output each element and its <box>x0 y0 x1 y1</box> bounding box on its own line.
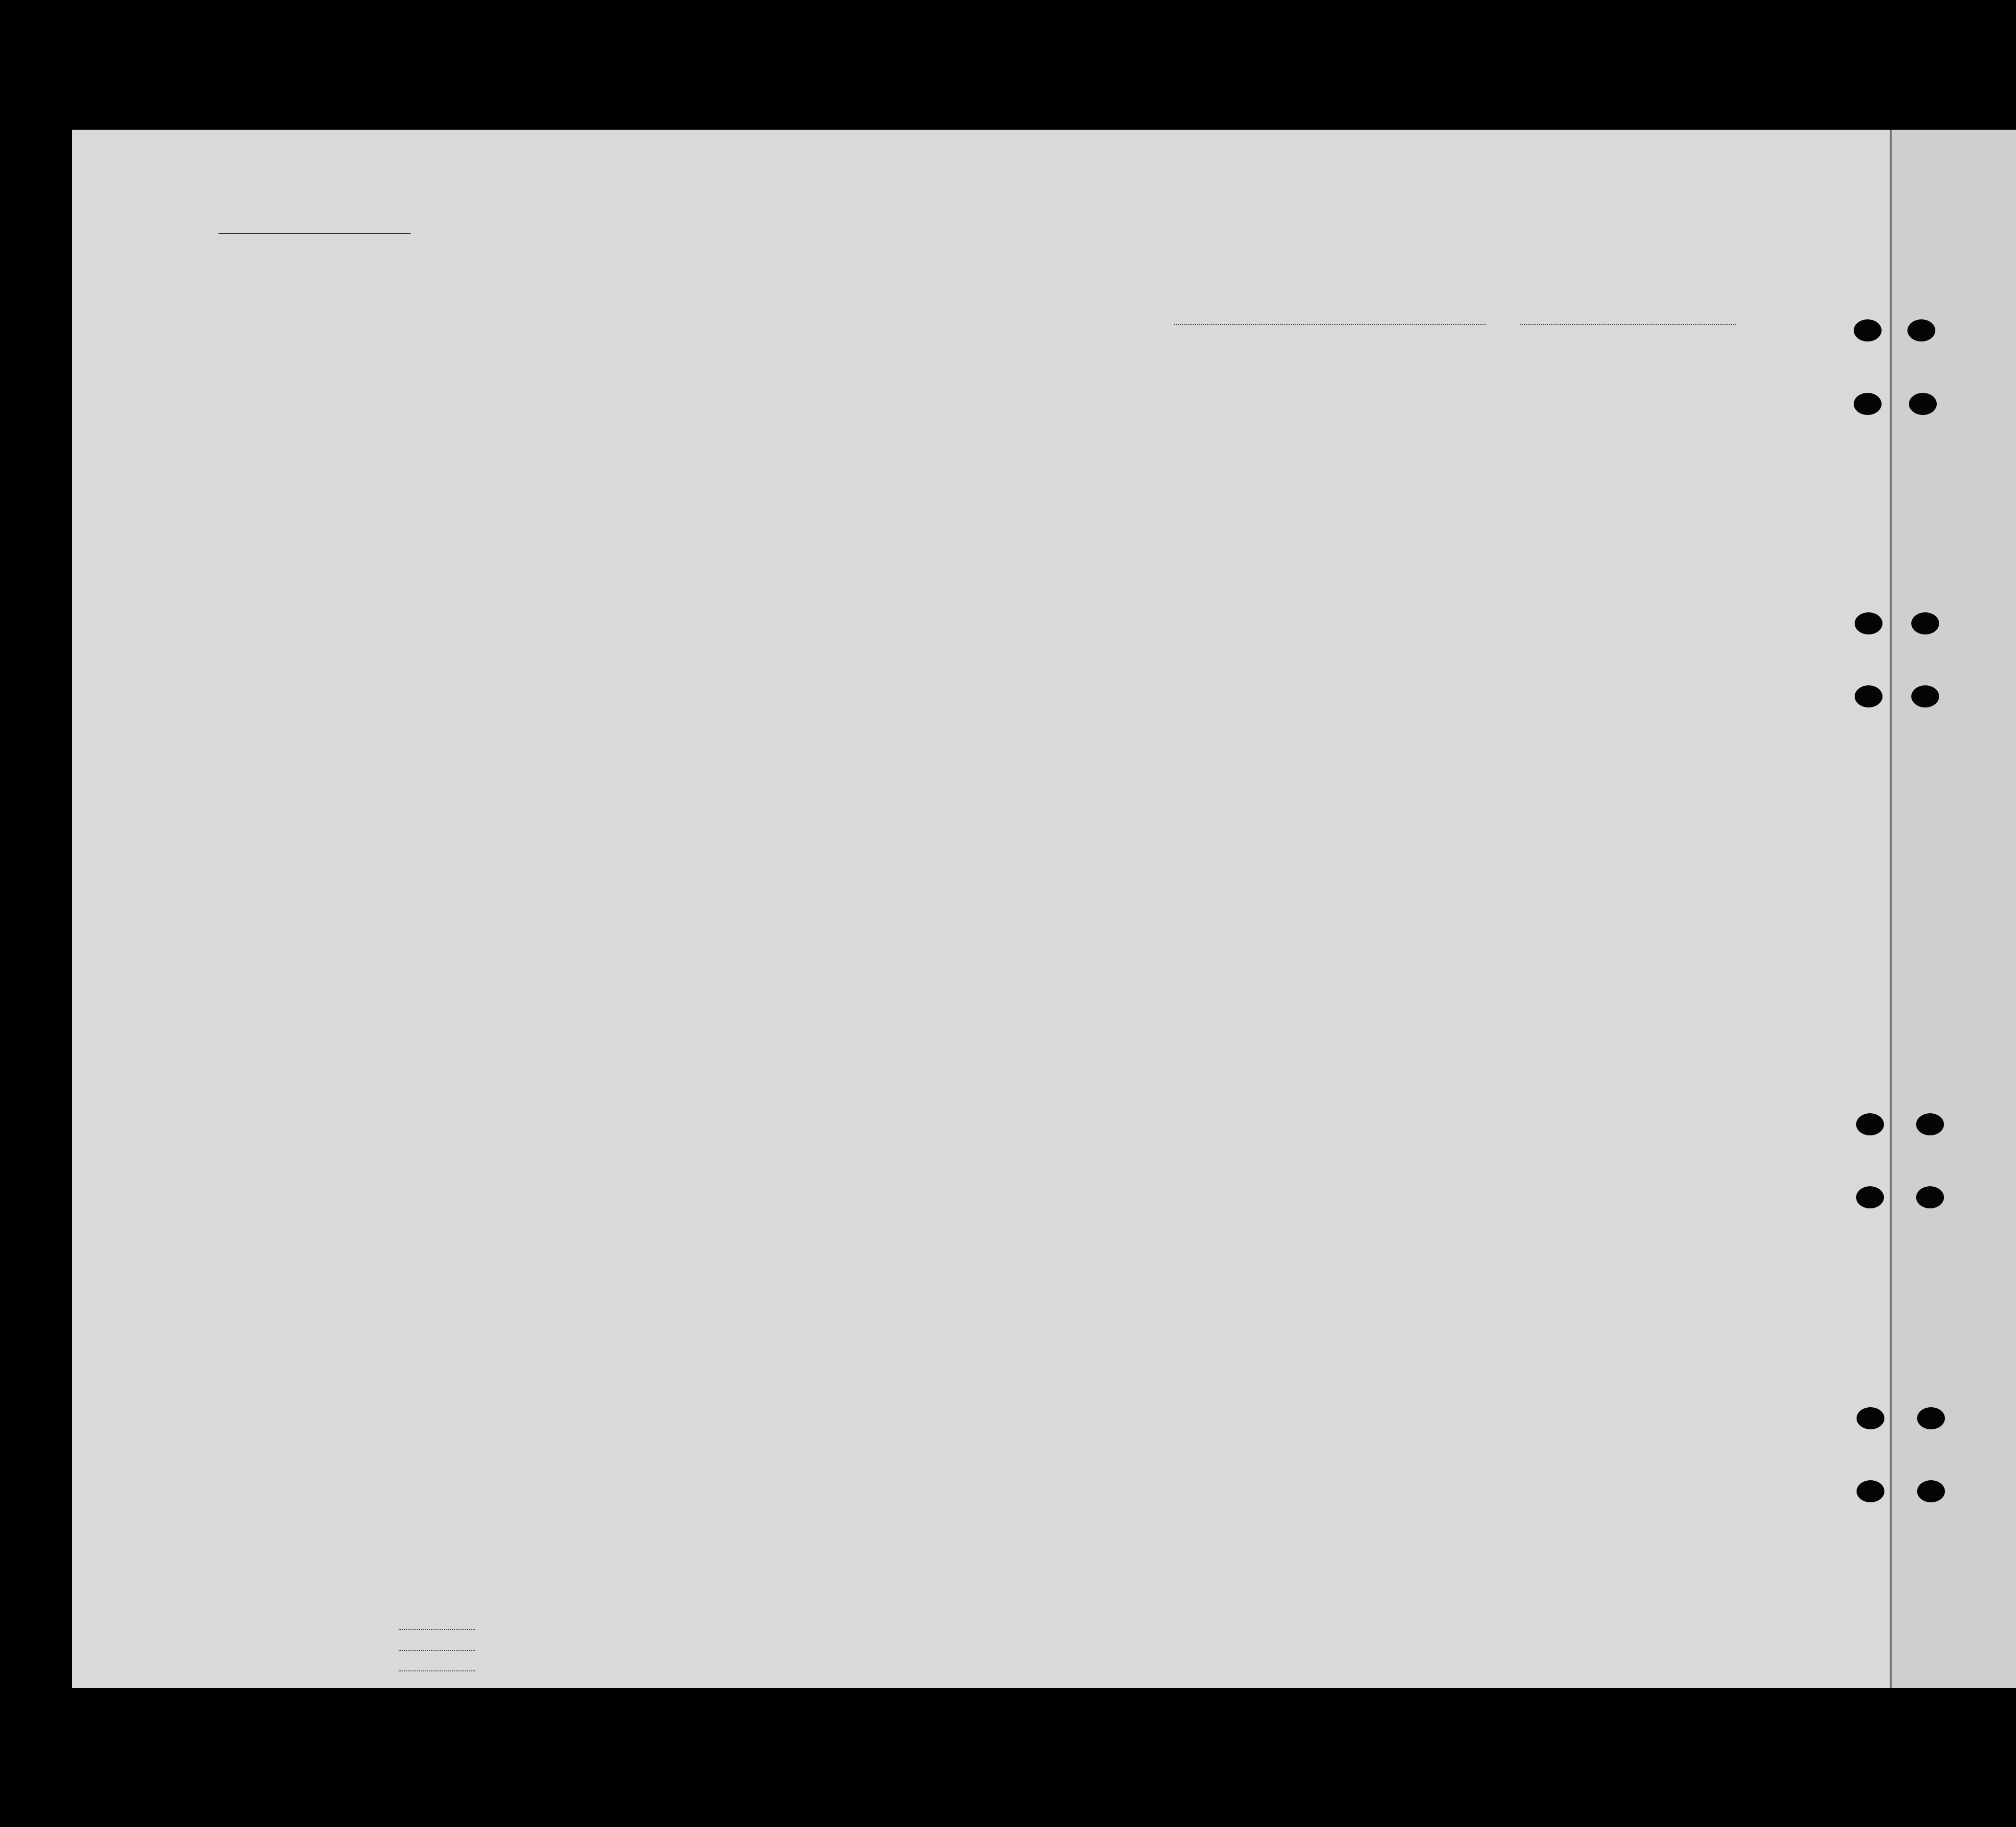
punch-hole <box>1855 685 1882 707</box>
aliens-line <box>399 1670 475 1671</box>
us-citizens-line <box>399 1650 475 1651</box>
punch-hole <box>1909 393 1937 415</box>
punch-hole <box>1854 393 1882 415</box>
sailing-port-line <box>1174 324 1486 325</box>
punch-hole <box>1917 1407 1945 1429</box>
sailing-date-line <box>1520 324 1736 325</box>
total-passengers-line <box>399 1629 475 1630</box>
punch-hole <box>1857 1407 1884 1429</box>
punch-hole <box>1856 1186 1884 1208</box>
punch-hole <box>1855 612 1882 634</box>
punch-hole <box>1916 1113 1944 1135</box>
manifest-sheet <box>72 130 1988 1688</box>
punch-hole <box>1907 319 1935 341</box>
punch-hole <box>1911 685 1939 707</box>
list-line <box>219 233 411 234</box>
punch-hole <box>1854 319 1882 341</box>
punch-hole <box>1916 1186 1944 1208</box>
punch-hole <box>1857 1480 1884 1502</box>
punch-hole <box>1917 1480 1945 1502</box>
adjacent-sheet-edge <box>1890 130 2016 1688</box>
punch-hole <box>1911 612 1939 634</box>
punch-hole <box>1856 1113 1884 1135</box>
